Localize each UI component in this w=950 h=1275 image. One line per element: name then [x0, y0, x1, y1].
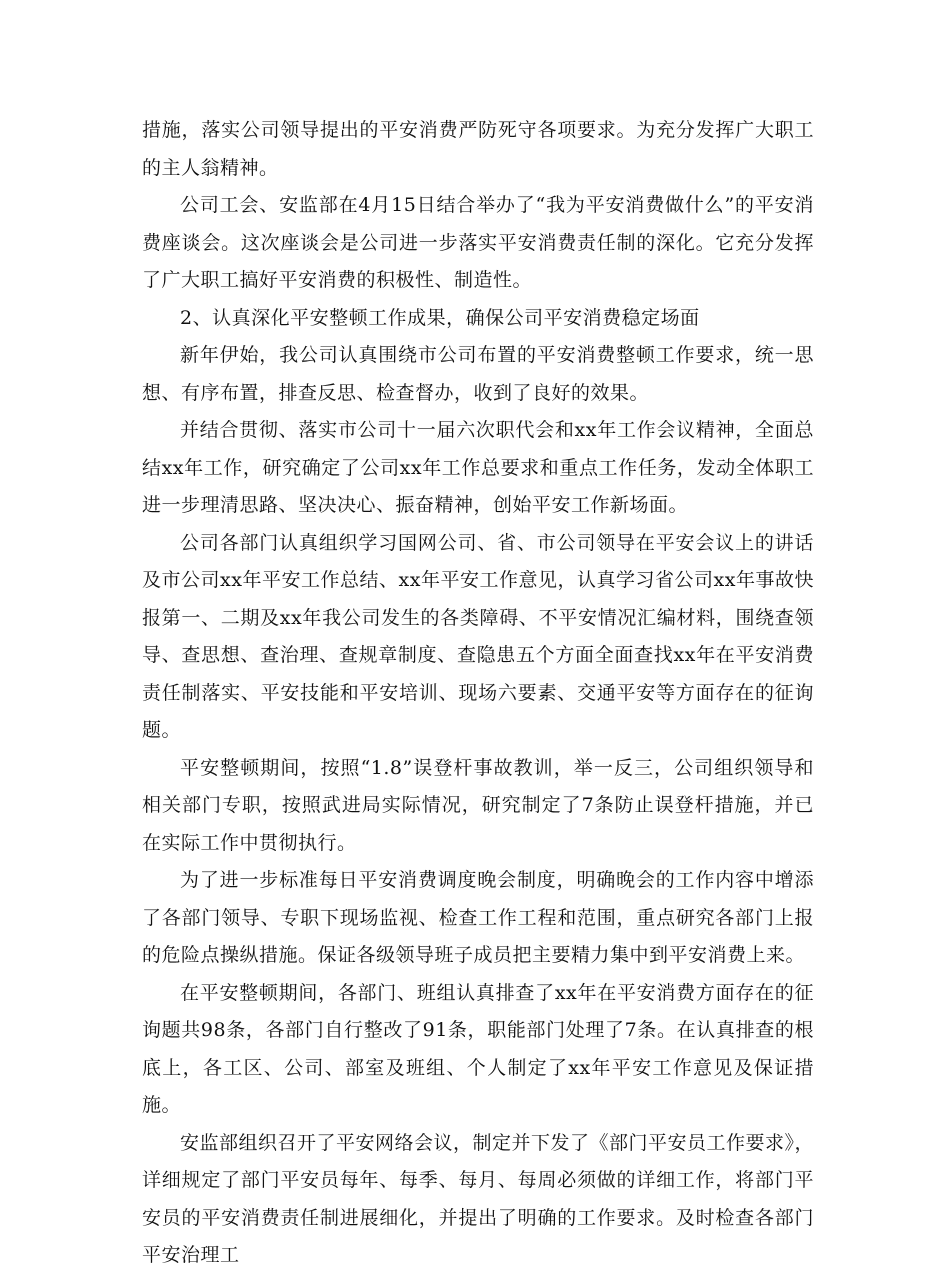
- paragraph-continuation: 措施，落实公司领导提出的平安消费严防死守各项要求。为充分发挥广大职工的主人翁精神。: [142, 119, 814, 179]
- paragraph-union-forum: 公司工会、安监部在4月15日结合举办了“我为平安消费做什么”的平安消费座谈会。这次座谈会是公司进一步落实平安消费责任制的深化。它充分发挥了广大职工搞好平安消费的积极性、制造性。: [142, 194, 814, 291]
- paragraph-study: 公司各部门认真组织学习国网公司、省、市公司领导在平安会议上的讲话及市公司xx年平安工作总结、xx年平安工作意见，认真学习省公司xx年事故快报第一、二期及xx年我公司发生的各类障碍、不平安情况汇编材料，围绕查领导、查思想、查治理、查规章制度、查隐患五个方面全面查找xx年在平安消费责任制落实、平安技能和平安培训、现场六要素、交通平安等方面存在的征询题。: [142, 531, 814, 741]
- paragraph-safety-network: 安监部组织召开了平安网络会议，制定并下发了《部门平安员工作要求》，详细规定了部门平安员每年、每季、每月、每周必须做的详细工作，将部门平安员的平安消费责任制进展细化，并提出了明确的工作要求。及时检查各部门平安治理工: [142, 1131, 815, 1266]
- paragraph-congress: 并结合贯彻、落实市公司十一届六次职代会和xx年工作会议精神，全面总结xx年工作，研究确定了公司xx年工作总要求和重点工作任务，发动全体职工进一步理清思路、坚决决心、振奋精神，创始平安工作新场面。: [142, 419, 814, 516]
- section-heading-2: 2、认真深化平安整顿工作成果，确保公司平安消费稳定场面: [180, 306, 700, 329]
- paragraph-inspection-results: 在平安整顿期间，各部门、班组认真排查了xx年在平安消费方面存在的征询题共98条，各部门自行整改了91条，职能部门处理了7条。在认真排查的根底上，各工区、公司、部室及班组、个人制定了xx年平安工作意见及保证措施。: [142, 981, 814, 1116]
- document-body: [142, 112, 814, 1275]
- paragraph-dispatch-meeting: 为了进一步标准每日平安消费调度晚会制度，明确晚会的工作内容中增添了各部门领导、专职下现场监视、检查工作工程和范围，重点研究各部门上报的危险点操纵措施。保证各级领导班子成员把主要精力集中到平安消费上来。: [142, 869, 814, 966]
- paragraph-new-year: 新年伊始，我公司认真围绕市公司布置的平安消费整顿工作要求，统一思想、有序布置，排查反思、检查督办，收到了良好的效果。: [142, 344, 814, 404]
- paragraph-pole-accident: 平安整顿期间，按照“1.8”误登杆事故教训，举一反三，公司组织领导和相关部门专职，按照武进局实际情况，研究制定了7条防止误登杆措施，并已在实际工作中贯彻执行。: [142, 756, 814, 854]
